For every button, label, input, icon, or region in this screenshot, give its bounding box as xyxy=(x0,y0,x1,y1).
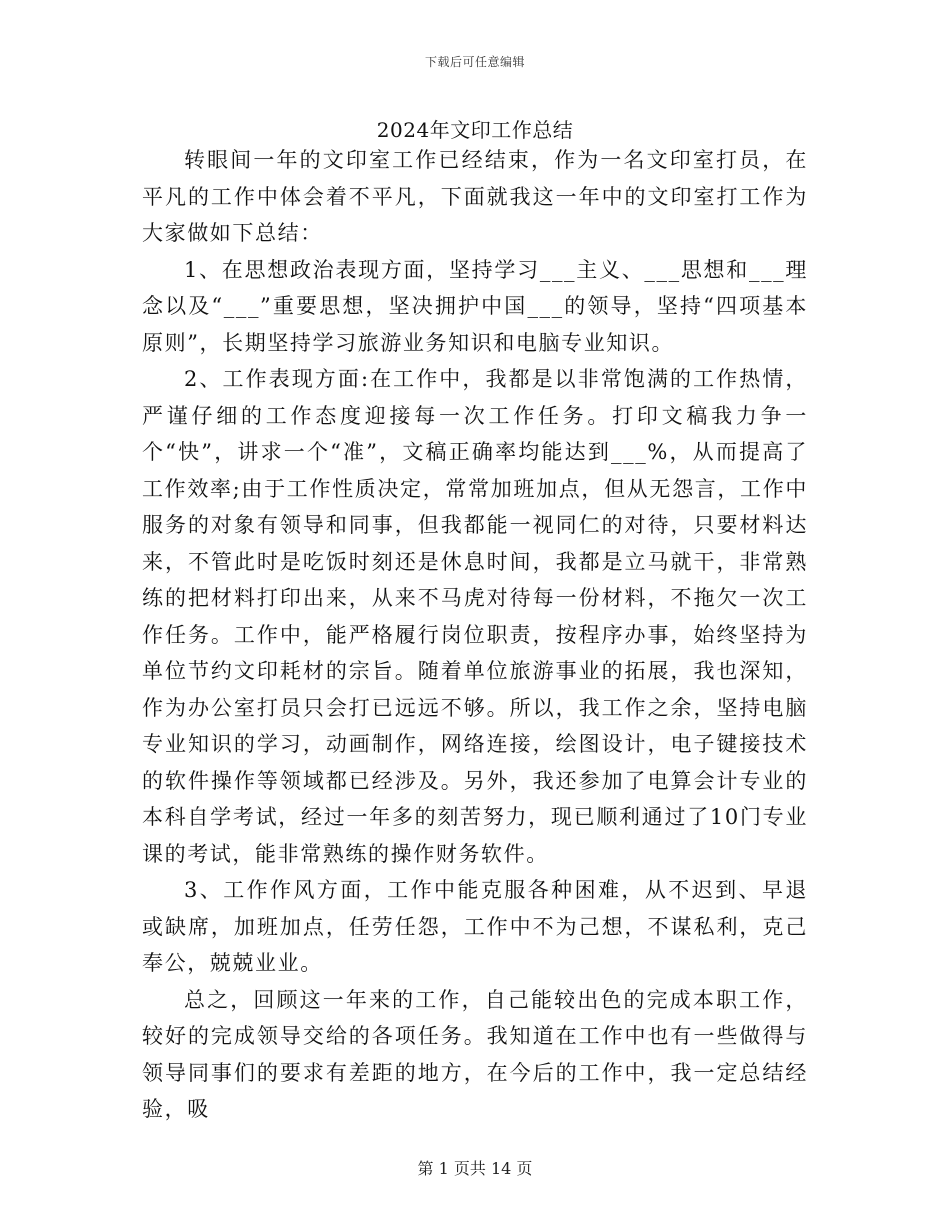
paragraph-intro: 转眼间一年的文印室工作已经结束，作为一名文印室打员，在平凡的工作中体会着不平凡，下面就我这一年中的文印室打工作为大家做如下总结： xyxy=(142,148,808,245)
page-number-footer: 第 1 页共 14 页 xyxy=(417,1159,533,1178)
paragraph-work-performance: 2、工作表现方面:在工作中，我都是以非常饱满的工作热情，严谨仔细的工作态度迎接每一次工作任务。打印文稿我力争一个“快”，讲求一个“准”，文稿正确率均能达到___%，从而提高了工作效率;由于工作性质决定，常常加班加点，但从无怨言，工作中服务的对象有领导和同事，但我都能一视同仁的对待，只要材料达来，不管此时是吃饭时刻还是休息时间，我都是立马就干，非常熟练的把材料打印出来，从来不马虎对待每一份材料，不拖欠一次工作任务。工作中，能严格履行岗位职责，按程序办事，始终坚持为单位节约文印耗材的宗旨。随着单位旅游事业的拓展，我也深知，作为办公室打员只会打已远远不够。所以，我工作之余，坚持电脑专业知识的学习，动画制作，网络连接，绘图设计，电子键接技术的软件操作等领域都已经涉及。另外，我还参加了电算会计专业的本科自学考试，经过一年多的刻苦努力，现已顺利通过了10门专业课的考试，能非常熟练的操作财务软件。 xyxy=(142,367,808,866)
document-title: 2024年文印工作总结 xyxy=(376,118,574,142)
paragraph-summary: 总之，回顾这一年来的工作，自己能较出色的完成本职工作，较好的完成领导交给的各项任务。我知道在工作中也有一些做得与领导同事们的要求有差距的地方，在今后的工作中，我一定总结经验，吸 xyxy=(142,987,808,1121)
page-header-note: 下载后可任意编辑 xyxy=(424,55,525,69)
paragraph-political: 1、在思想政治表现方面，坚持学习___主义、___思想和___理念以及“___”重要思想，坚决拥护中国___的领导，坚持“四项基本原则”，长期坚持学习旅游业务知识和电脑专业知识。 xyxy=(142,257,808,355)
paragraph-work-style: 3、工作作风方面，工作中能克服各种困难，从不迟到、早退或缺席，加班加点，任劳任怨，工作中不为己想，不谋私利，克己奉公，兢兢业业。 xyxy=(142,878,808,975)
document-body xyxy=(142,142,808,1128)
